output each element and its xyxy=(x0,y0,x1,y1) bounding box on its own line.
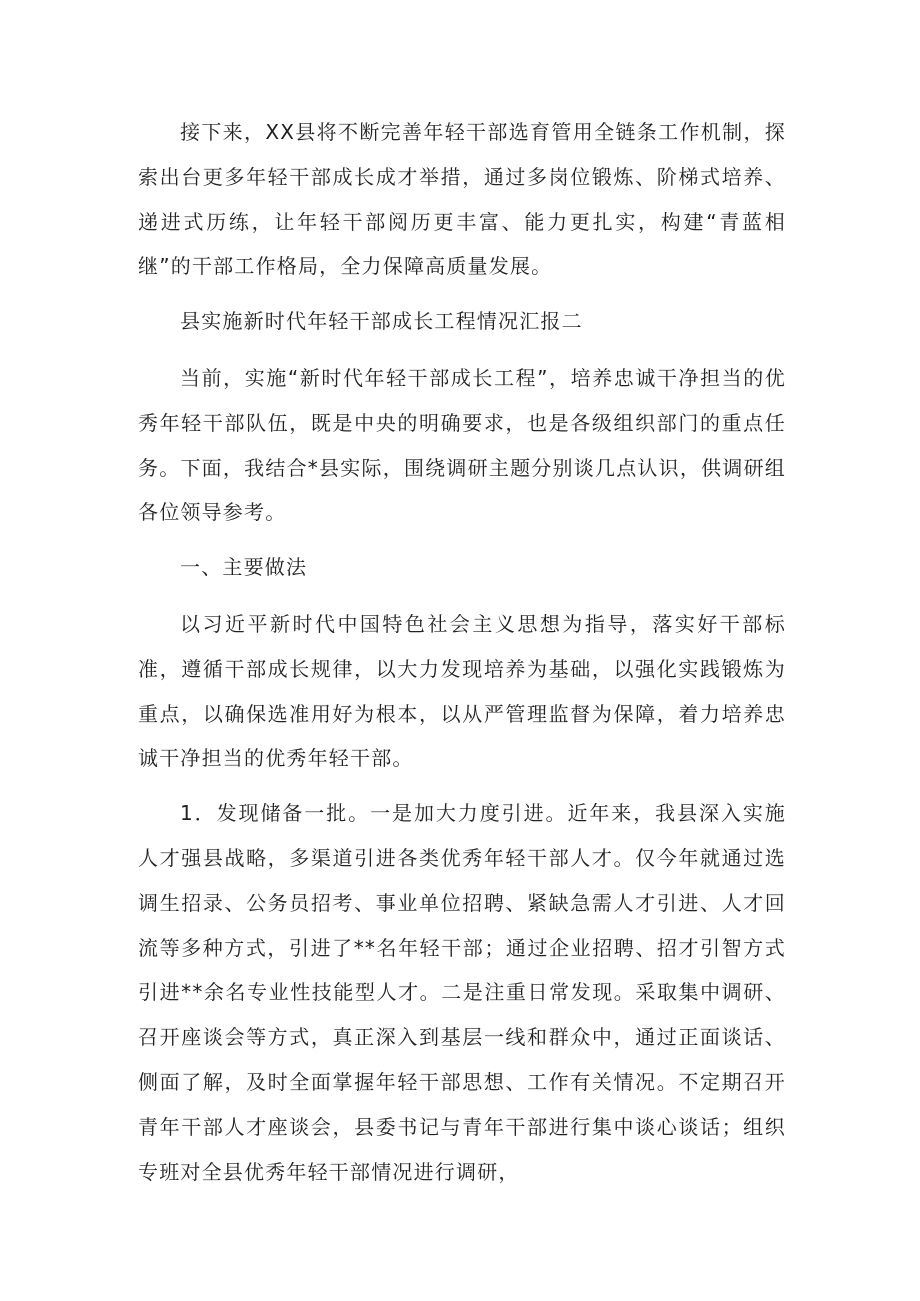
paragraph-guideline: 以习近平新时代中国特色社会主义思想为指导，落实好干部标准，遵循干部成长规律，以大力发现培养为基础，以强化实践锻炼为重点，以确保选准用好为根本，以从严管理监督为保障，着力培养忠诚干净担当的优秀年轻干部。 xyxy=(138,611,786,771)
report-title: 县实施新时代年轻干部成长工程情况汇报二 xyxy=(180,309,583,334)
section-heading: 一、主要做法 xyxy=(180,555,308,580)
paragraph-item-1: 1．发现储备一批。一是加大力度引进。近年来，我县深入实施人才强县战略，多渠道引进各类优秀年轻干部人才。仅今年就通过选调生招录、公务员招考、事业单位招聘、紧缺急需人才引进、人才回流等多种方式，引进了**名年轻干部；通过企业招聘、招才引智方式引进**余名专业性技能型人才。二是注重日常发现。采取集中调研、召开座谈会等方式，真正深入到基层一线和群众中，通过正面谈话、侧面了解，及时全面掌握年轻干部思想、工作有关情况。不定期召开青年干部人才座谈会，县委书记与青年干部进行集中谈心谈话；组织专班对全县优秀年轻干部情况进行调研， xyxy=(138,801,786,1184)
paragraph-closing: 接下来，XX县将不断完善年轻干部选育管用全链条工作机制，探索出台更多年轻干部成长成才举措，通过多岗位锻炼、阶梯式培养、递进式历练，让年轻干部阅历更丰富、能力更扎实，构建“青蓝相继”的干部工作格局，全力保障高质量发展。 xyxy=(138,120,786,279)
document-body xyxy=(138,110,786,1204)
paragraph-intro: 当前，实施“新时代年轻干部成长工程”，培养忠诚干净担当的优秀年轻干部队伍，既是中央的明确要求，也是各级组织部门的重点任务。下面，我结合*县实际，围绕调研主题分别谈几点认识，供调研组各位领导参考。 xyxy=(138,365,786,525)
